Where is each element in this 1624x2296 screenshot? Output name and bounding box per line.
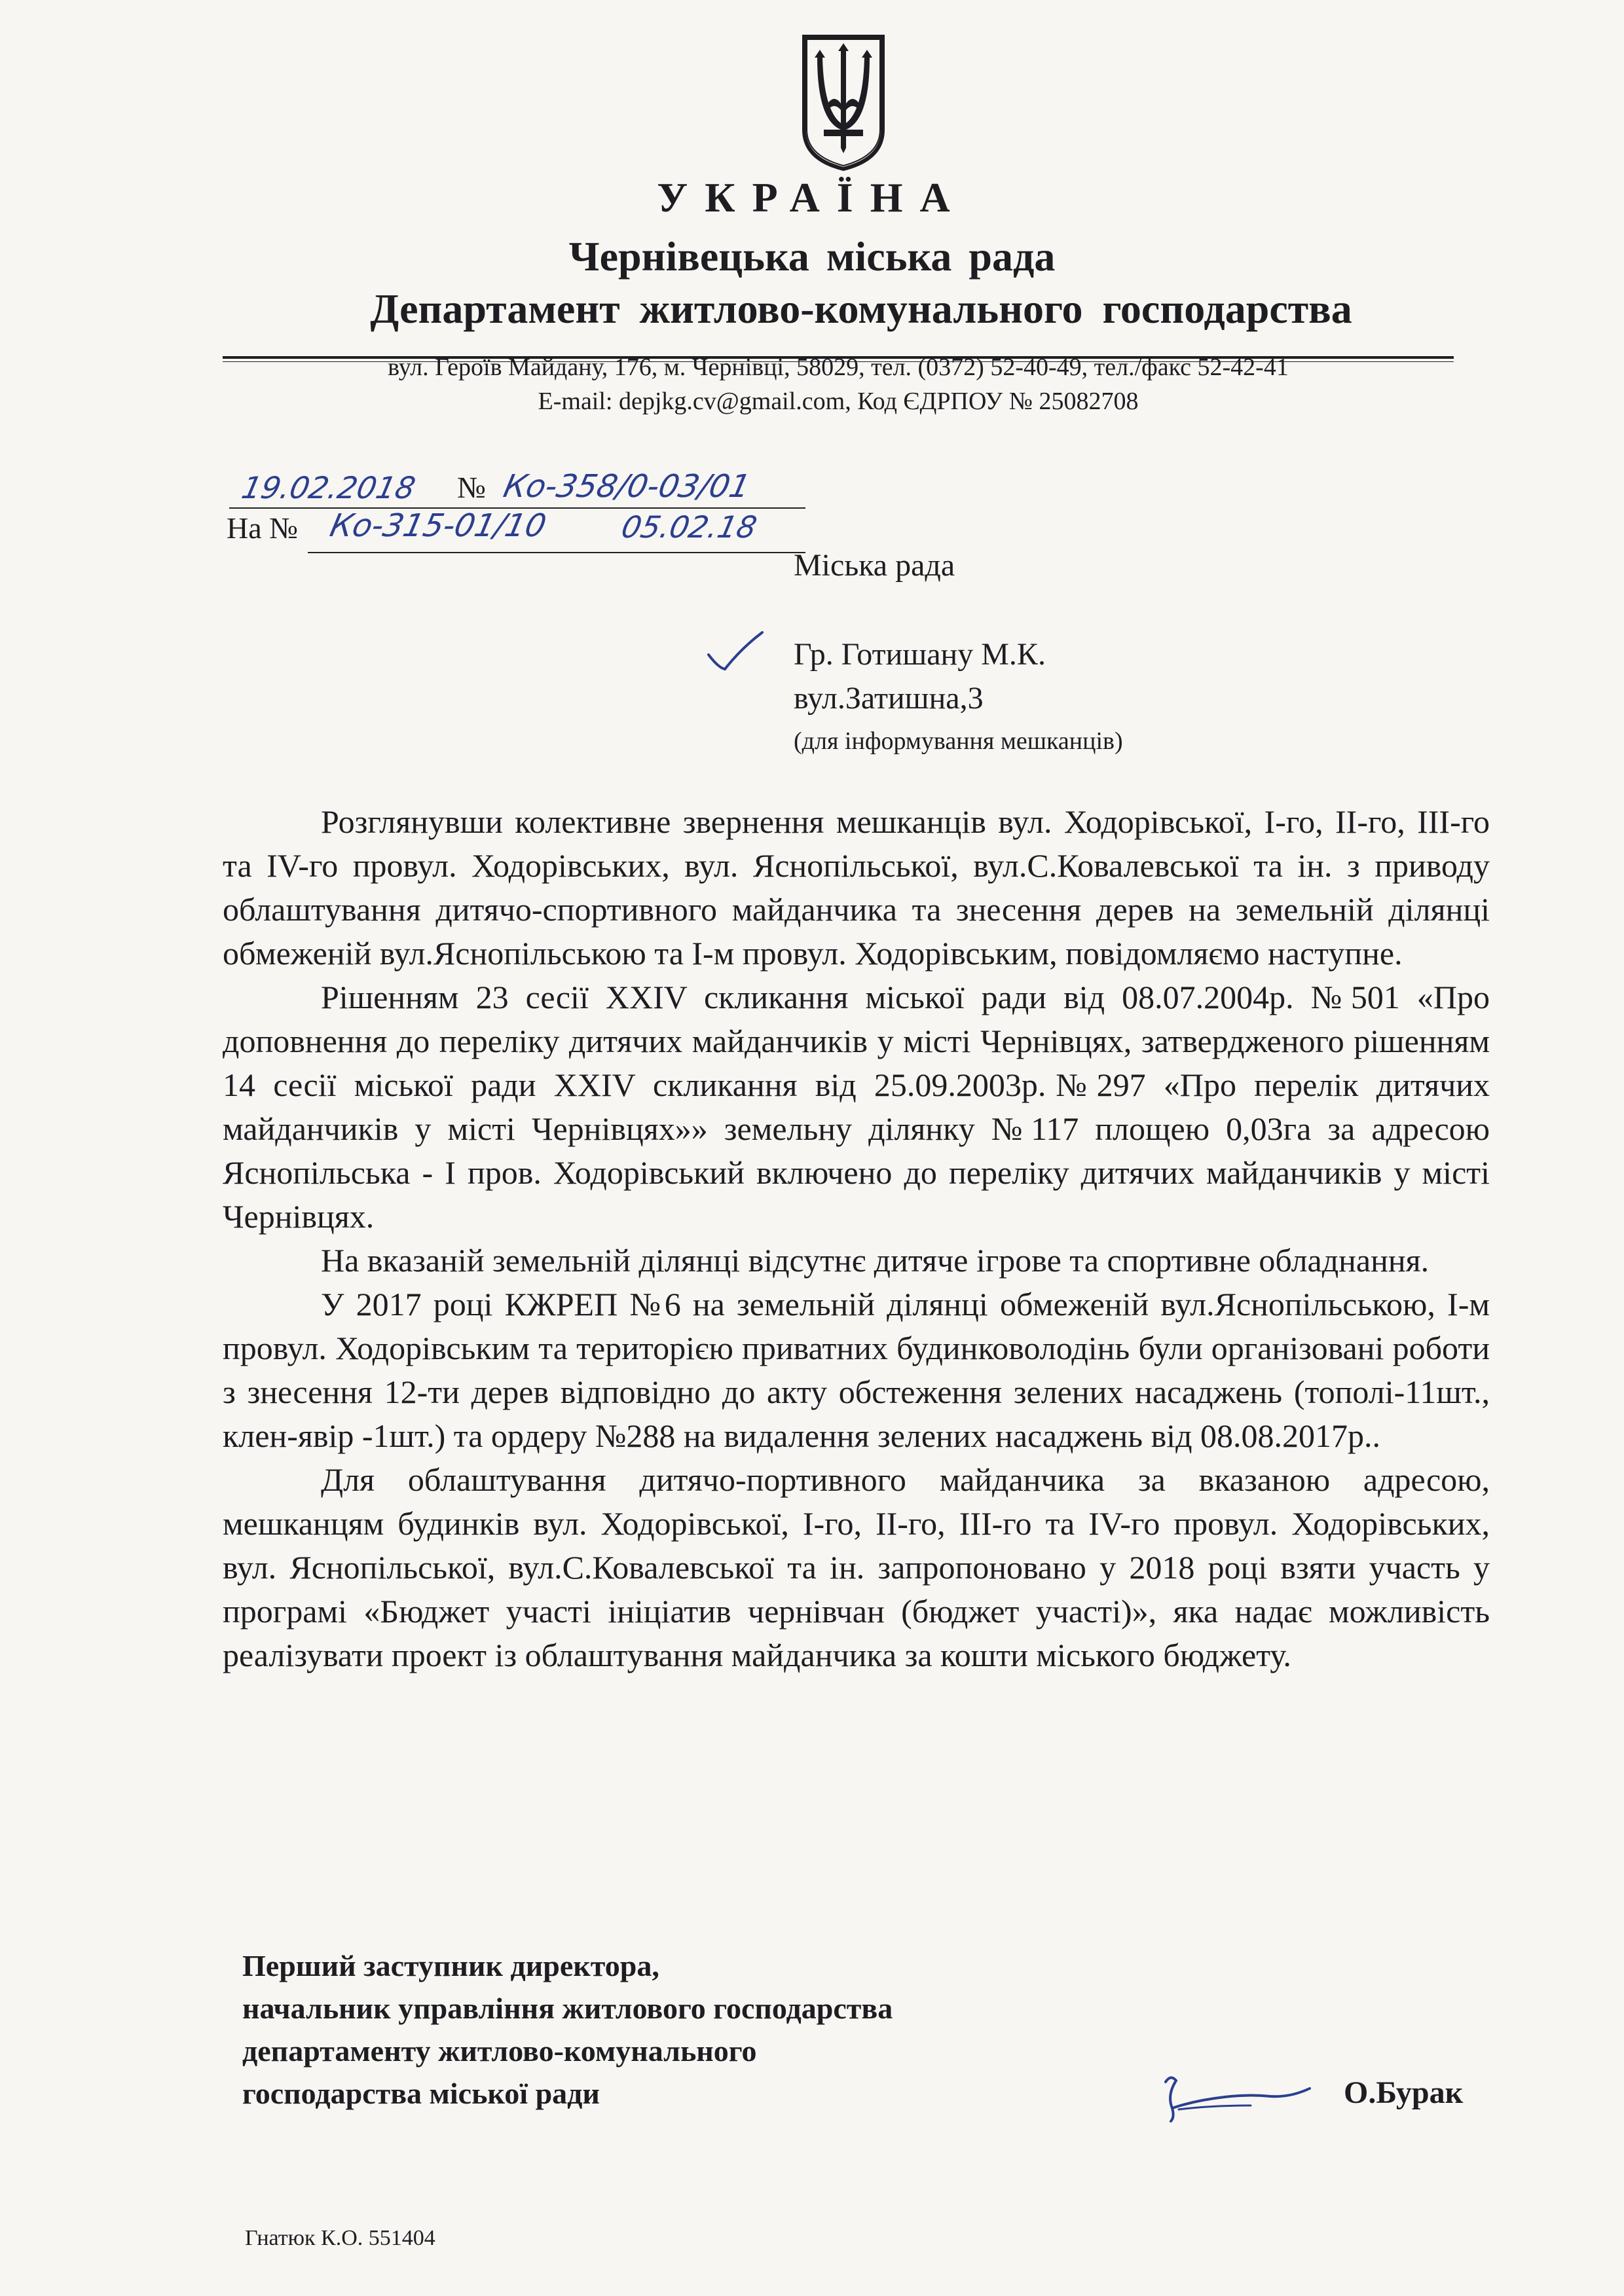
body-paragraph: Для облаштування дитячо-портивного майданчика за вказаною адресою, мешканцям будинків вул. Ходорівської, І-го, ІІ-го, ІІІ-го та IV-го провул. Ходорівських, вул. Яснопільської, вул.С.Ковалевської та ін. запропоновано у 2018 році взяти участь у програмі «Бюджет участі ініціатив чернівчан (бюджет участі)», яка надає можливість реалізувати проект із облаштування майданчика за кошти міського бюджету. [223,1461,1490,1673]
signatory-title-line: начальник управління житлового господарства [242,1992,893,2025]
department-heading: Департамент житлово-комунального господарства [370,285,1352,332]
outgoing-number-label: № [457,471,486,504]
signatory-title-line: господарства міської ради [242,2077,600,2110]
executor-note: Гнатюк К.О. 551404 [245,2226,435,2250]
reference-number: Ко-315-01/10 [327,507,549,544]
reference-underline [308,552,805,553]
body-paragraph: На вказаній земельній ділянці відсутнє дитяче ігрове та спортивне обладнання. [321,1242,1430,1279]
recipient-address: вул.Затишна,3 [794,681,984,716]
recipient-name: Гр. Готишану М.К. [794,637,1046,672]
address-line: вул. Героїв Майдану, 176, м. Чернівці, 58029, тел. (0372) 52-40-49, тел./факс 52-42-41 [388,354,1289,381]
signatory-title [242,1944,893,2115]
council-heading: Чернівецька міська рада [568,233,1056,280]
outgoing-date: 19.02.2018 [238,470,419,505]
reference-label: На № [227,511,299,545]
body-paragraph: Розглянувши колективне звернення мешканців вул. Ходорівської, І-го, ІІ-го, ІІІ-го та IV-го провул. Ходорівських, вул. Яснопільської, вул.С.Ковалевської та ін. з приводу облаштування дитячо-спортивного майданчика та знесення дерев на земельній ділянці обмеженій вул.Яснопільською та І-м провул. Ходорівським, повідомляємо наступне. [223,803,1490,972]
signatory-title-line: Перший заступник директора, [242,1949,659,1982]
recipient-note: (для інформування мешканців) [794,727,1123,755]
handwritten-check-mark-icon [702,629,767,674]
signatory-name: О.Бурак [1344,2075,1464,2110]
body-paragraph: Рішенням 23 сесії XXIV скликання міської ради від 08.07.2004р. №501 «Про доповнення до переліку дитячих майданчиків у місті Чернівцях, затвердженого рішенням 14 сесії міської ради XXIV скликання від 25.09.2003р.№297 «Про перелік дитячих майданчиків у місті Чернівцях»» земельну ділянку №117 площею 0,03га за адресою Яснопільська - І пров. Ходорівський включено до переліку дитячих майданчиків у місті Чернівцях. [223,979,1490,1235]
signatory-title-line: департаменту житлово-комунального [242,2034,757,2068]
trident-emblem-icon [798,31,889,172]
contact-line: E-mail: depjkg.cv@gmail.com, Код ЄДРПОУ № 25082708 [538,388,1139,415]
recipient-council: Міська рада [794,548,955,583]
reference-date: 05.02.18 [618,509,760,545]
outgoing-number: Ко-358/0-03/01 [500,468,754,505]
letterhead-address [223,350,1454,418]
handwritten-signature [1153,2062,1323,2128]
country-heading: УКРАЇНА [657,174,967,221]
body-paragraph: У 2017 році КЖРЕП №6 на земельній ділянці обмеженій вул.Яснопільською, І-м провул. Ходорівським та територією приватних будинковолодінь були організовані роботи з знесення 12-ти дерев відповідно до акту обстеження зелених насаджень (тополі-11шт., клен-явір -1шт.) та ордеру №288 на видалення зелених насаджень від 08.08.2017р.. [223,1286,1490,1454]
letter-body [223,800,1490,1677]
